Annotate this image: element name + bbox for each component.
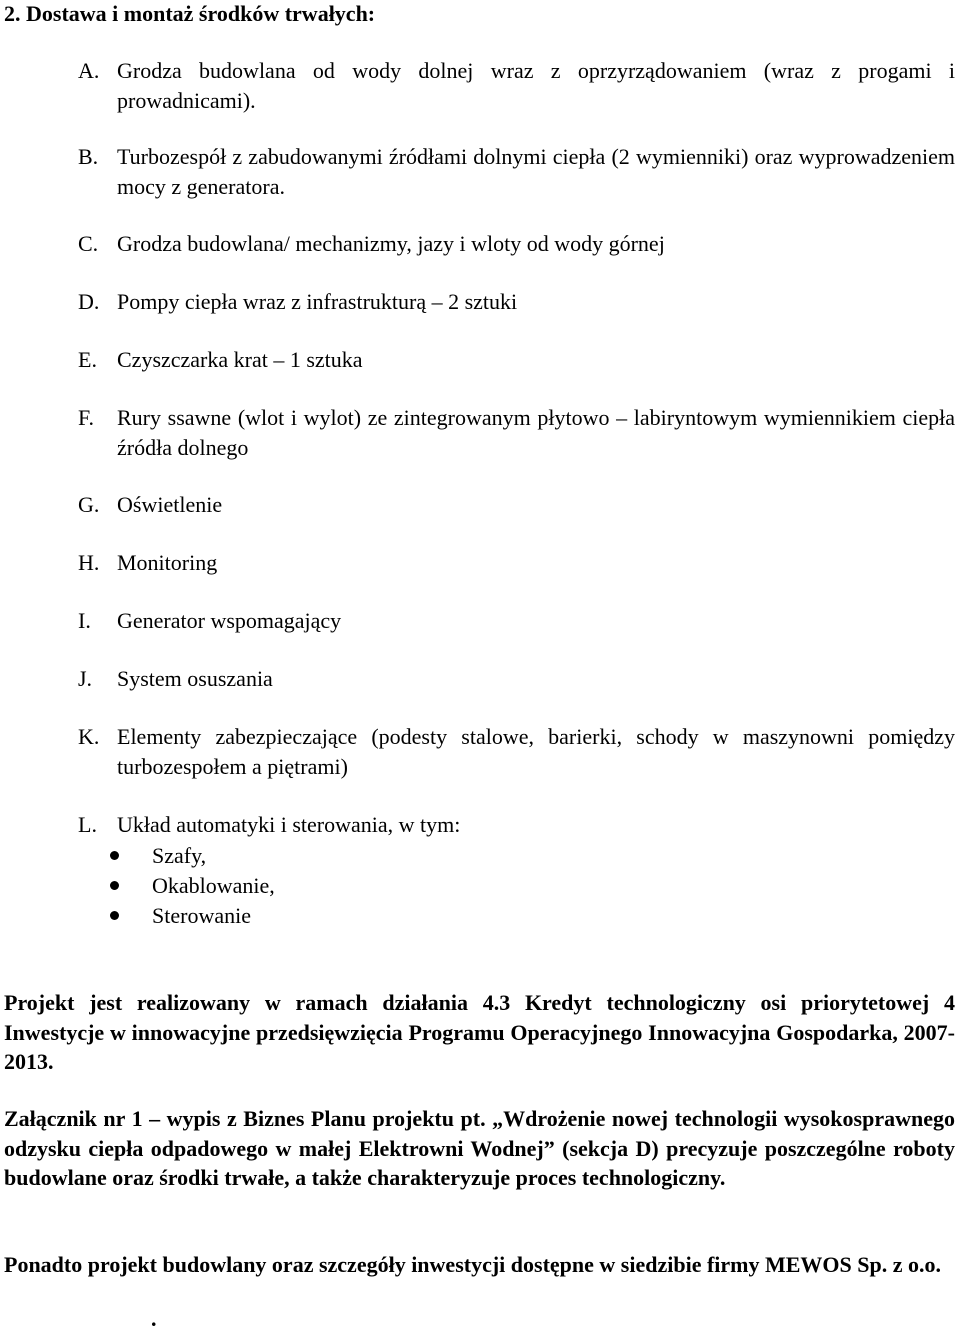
bullet-text: Okablowanie, — [152, 873, 275, 898]
item-letter: F. — [78, 405, 94, 430]
item-letter: J. — [78, 666, 93, 691]
item-text: Pompy ciepła wraz z infrastrukturą – 2 sztuki — [117, 289, 518, 314]
item-letter: I. — [78, 608, 91, 633]
item-text: Turbozespół z zabudowanymi źródłami dolnymi ciepła (2 wymienniki) oraz wyprowadzeniem mocy z generatora. — [117, 144, 955, 199]
bullet-item — [106, 841, 275, 871]
list-item — [78, 606, 955, 636]
item-letter: H. — [78, 550, 100, 575]
list-item — [78, 229, 955, 259]
bullet-dot-icon — [110, 851, 119, 860]
attachment-paragraph: Załącznik nr 1 – wypis z Biznes Planu projektu pt. „Wdrożenie nowej technologii wysokosprawnego odzysku ciepła odpadowego w małej Elektrowni Wodnej” (sekcja D) precyzuje poszczególne roboty budowlane oraz środki trwałe, a także charakteryzuje proces technologiczny. — [4, 1106, 955, 1190]
project-funding-paragraph: Projekt jest realizowany w ramach działania 4.3 Kredyt technologiczny osi priorytetowej 4 Inwestycje w innowacyjne przedsięwzięcia Programu Operacyjnego Innowacyjna Gospodarka, 2007-2013. — [4, 990, 955, 1074]
availability-paragraph: Ponadto projekt budowlany oraz szczegóły inwestycji dostępne w siedzibie firmy MEWOS Sp. z o.o. — [4, 1252, 942, 1277]
list-item — [78, 142, 955, 201]
bullet-item — [106, 871, 275, 901]
list-item — [78, 287, 955, 317]
item-text: System osuszania — [117, 666, 273, 691]
list-item — [78, 810, 955, 840]
item-letter: D. — [78, 289, 100, 314]
bullet-dot-icon — [110, 881, 119, 890]
item-letter: C. — [78, 231, 99, 256]
item-letter: L. — [78, 812, 97, 837]
item-letter: K. — [78, 724, 100, 749]
item-text: Układ automatyki i sterowania, w tym: — [117, 812, 461, 837]
list-item — [78, 403, 955, 462]
item-letter: E. — [78, 347, 97, 372]
item-text: Elementy zabezpieczające (podesty stalowe, barierki, schody w maszynowni pomiędzy turbozespołem a piętrami) — [117, 724, 955, 779]
bullet-dot-icon — [110, 911, 119, 920]
list-item — [78, 56, 955, 115]
bullet-item — [106, 901, 275, 931]
bullet-text: Sterowanie — [152, 903, 251, 928]
item-letter: G. — [78, 492, 100, 517]
bullet-text: Szafy, — [152, 843, 207, 868]
item-text: Monitoring — [117, 550, 218, 575]
item-text: Grodza budowlana od wody dolnej wraz z oprzyrządowaniem (wraz z progami i prowadnicami). — [117, 58, 955, 113]
list-item — [78, 548, 955, 578]
item-text: Grodza budowlana/ mechanizmy, jazy i wloty od wody górnej — [117, 231, 665, 256]
list-item — [78, 664, 955, 694]
item-text: Generator wspomagający — [117, 608, 342, 633]
item-text: Czyszczarka krat – 1 sztuka — [117, 347, 363, 372]
list-item — [78, 345, 955, 375]
trailing-mark: . — [151, 1306, 157, 1331]
item-text: Oświetlenie — [117, 492, 223, 517]
item-letter: B. — [78, 144, 99, 169]
bullet-list — [106, 841, 275, 931]
list-item — [78, 490, 955, 520]
item-letter: A. — [78, 58, 100, 83]
section-heading: 2. Dostawa i montaż środków trwałych: — [4, 1, 376, 26]
item-text: Rury ssawne (wlot i wylot) ze zintegrowanym płytowo – labiryntowym wymiennikiem ciepła źródła dolnego — [117, 405, 955, 460]
list-item — [78, 722, 955, 781]
